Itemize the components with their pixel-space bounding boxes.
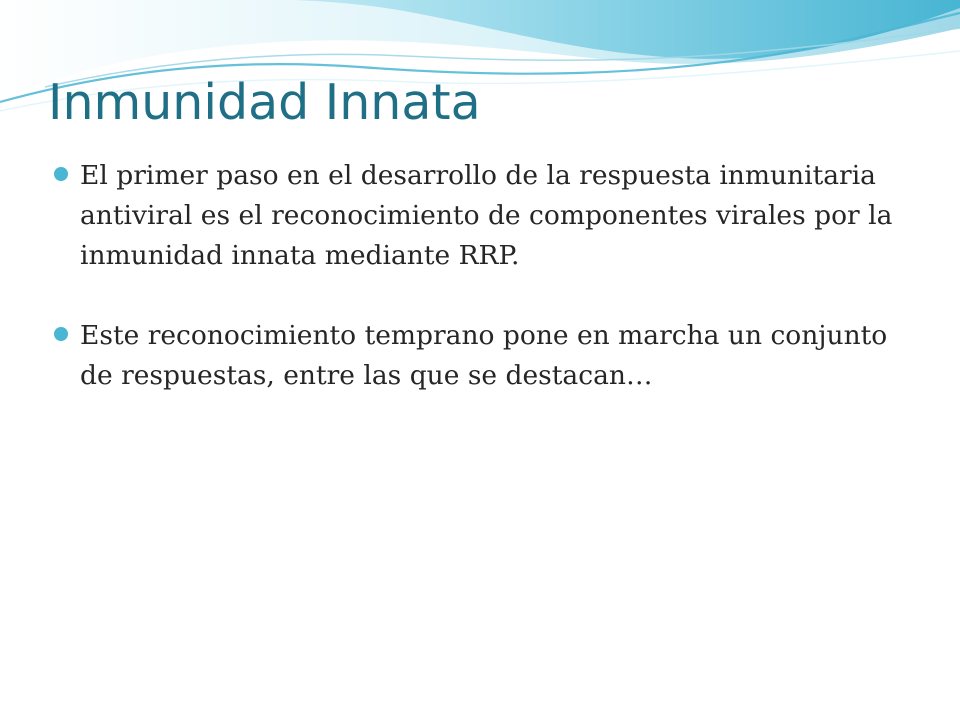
slide-title: Inmunidad Innata [48,74,481,131]
bullet-icon [54,327,68,341]
bullet-icon [54,167,68,181]
bullet-text: El primer paso en el desarrollo de la respuesta inmunitaria antiviral es el reconocimiento de componentes virales por la inmunidad innata mediante RRP. [80,160,893,271]
slide-content [50,156,915,396]
bullet-item [50,316,915,396]
bullet-item [50,156,915,276]
bullet-text: Este reconocimiento temprano pone en marcha un conjunto de respuestas, entre las que se destacan… [80,320,888,391]
